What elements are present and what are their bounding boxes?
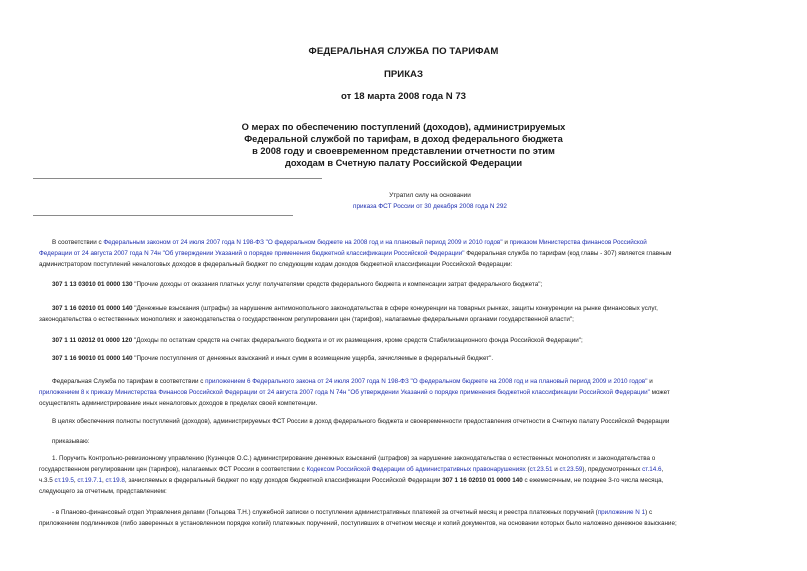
lost-force-link[interactable] bbox=[330, 203, 530, 210]
title-line: в 2008 году и своевременном представлении отчетности по этим bbox=[252, 146, 555, 156]
divider-bottom bbox=[33, 215, 293, 216]
article-link[interactable]: ст.23.59 bbox=[559, 466, 583, 473]
paragraph-item-1-sub bbox=[39, 507, 771, 529]
text-line: Федерации от 24 августа 2007 года N 74н "Об утверждении Указаний о порядке применения бюджетной классификации Российской Федерации" Федеральная служба по тарифам (код главы - 307) является главным bbox=[39, 250, 672, 257]
paragraph-legal-basis bbox=[39, 237, 771, 270]
paragraph-item-1 bbox=[39, 453, 771, 497]
text-line: приказываю: bbox=[52, 438, 90, 445]
document-type: ПРИКАЗ bbox=[384, 69, 423, 80]
annex1-link[interactable]: приложение N 1 bbox=[597, 509, 646, 516]
text-line: государственном регулировании цен (тарифов), налагаемых ФСТ России в соответствии с Кодексом Российской Федерации об административных правонарушениях (ст.23.51 и ст.23.59), предусмотренных ст.14.6, bbox=[39, 466, 664, 473]
budget-code: 307 1 11 02012 01 0000 120 bbox=[52, 337, 133, 344]
document-date-number: от 18 марта 2008 года N 73 bbox=[340, 91, 467, 102]
divider-top bbox=[33, 178, 322, 179]
text-line: осуществлять администрирование иных неналоговых доходов в пределах своей компетенции. bbox=[39, 400, 318, 407]
title-line: О мерах по обеспечению поступлений (доходов), администрируемых bbox=[241, 122, 566, 132]
paragraph-purpose bbox=[39, 416, 771, 427]
text-line: В соответствии с Федеральным законом от 24 июля 2007 года N 198-ФЗ "О федеральном бюджете на 2008 год и на плановый период 2009 и 2010 годов" и приказом Министерства финансов Российской bbox=[52, 239, 647, 246]
article-link[interactable]: ст.19.7.1 bbox=[77, 477, 102, 484]
lost-force-note: Утратил силу на основании bbox=[389, 192, 471, 199]
agency-heading: ФЕДЕРАЛЬНАЯ СЛУЖБА ПО ТАРИФАМ bbox=[308, 46, 499, 57]
koap-link[interactable]: Кодексом Российской Федерации об административных правонарушениях bbox=[306, 466, 526, 473]
text-line: администратором поступлений неналоговых доходов в федеральный бюджет по следующим кодам доходов бюджетной классификации Российской Федерации: bbox=[39, 261, 513, 268]
revenue-code-4 bbox=[39, 353, 771, 364]
text-line: 307 1 13 03010 01 0000 130 "Прочие доходы от оказания платных услуг получателями средств федерального бюджета и компенсации затрат федерального бюджета"; bbox=[52, 281, 543, 288]
order-link-cont[interactable]: Федерации от 24 августа 2007 года N 74н "Об утверждении Указаний о порядке применения бюджетной классификации Российской Федерации" bbox=[39, 250, 465, 257]
text-line: приложением подлинников (либо заверенных в установленном порядке копий) платежных поручений, поступивших в отчетном месяце и копий документов, на основании которых было наложено денежное взыскание; bbox=[39, 520, 677, 527]
article-link[interactable]: ст.19.5 bbox=[54, 477, 74, 484]
order-link[interactable]: приказом Министерства финансов Российской bbox=[509, 239, 647, 246]
annex8-link[interactable]: приложением 8 к приказу Министерства Финансов Российской Федерации от 24 августа 2007 года N 74н "Об утверждении Указаний о порядке применения бюджетной классификации Российской Федерации" bbox=[39, 389, 650, 396]
law-link[interactable]: Федеральным законом от 24 июля 2007 года N 198-ФЗ "О федеральном бюджете на 2008 год и на плановый период 2009 и 2010 годов" bbox=[103, 239, 503, 246]
budget-code: 307 1 16 90010 01 0000 140 bbox=[52, 355, 133, 362]
budget-code: 307 1 16 02010 01 0000 140 bbox=[52, 305, 133, 312]
revenue-code-3 bbox=[39, 335, 771, 346]
text-line: следующего за отчетным, представлением: bbox=[39, 488, 167, 495]
text-line: В целях обеспечения полноты поступлений (доходов), администрируемых ФСТ России в доход федерального бюджета и своевременности предоставления отчетности в Счетную палату Российской Федерации bbox=[52, 418, 670, 425]
text-line: 307 1 16 90010 01 0000 140 "Прочие поступления от денежных взысканий и иных сумм в возмещение ущерба, зачисляемые в федеральный бюджет". bbox=[52, 355, 494, 362]
text-line: 307 1 11 02012 01 0000 120 "Доходы по остаткам средств на счетах федерального бюджета и от их размещения, кроме средств Стабилизационного фонда Российской Федерации"; bbox=[52, 337, 583, 344]
text-line: Федеральная Служба по тарифам в соответствии с приложением 6 Федерального закона от 24 июля 2007 года N 198-ФЗ "О федеральном бюджете на 2008 год и на плановый период 2009 и 2010 годов" и bbox=[52, 378, 653, 385]
revenue-code-2 bbox=[39, 303, 771, 325]
article-link[interactable]: ст.19.8 bbox=[105, 477, 125, 484]
budget-code: 307 1 13 03010 01 0000 130 bbox=[52, 281, 133, 288]
title-line: Федеральной службой по тарифам, в доход федерального бюджета bbox=[244, 134, 563, 144]
text-line: законодательства о естественных монополиях и законодательства о государственном регулировании цен (тарифов), налагаемые федеральными органами государственной власти"; bbox=[39, 316, 574, 323]
paragraph-order-word bbox=[39, 436, 771, 447]
revenue-code-1 bbox=[39, 279, 771, 290]
article-link[interactable]: ст.14.6 bbox=[642, 466, 662, 473]
document-title bbox=[0, 121, 807, 169]
lost-force-link-text[interactable]: приказа ФСТ России от 30 декабря 2008 года N 292 bbox=[353, 203, 507, 210]
text-line: приложением 8 к приказу Министерства Финансов Российской Федерации от 24 августа 2007 года N 74н "Об утверждении Указаний о порядке применения бюджетной классификации Российской Федерации" может bbox=[39, 389, 670, 396]
text-line: 307 1 16 02010 01 0000 140 "Денежные взыскания (штрафы) за нарушение антимонопольного законодательства в сфере конкуренции на товарных рынках, защиты конкуренции на рынке финансовых услуг, bbox=[52, 305, 658, 312]
text-line: - в Планово-финансовый отдел Управления делами (Гольцова Т.Н.) служебной записки о поступлении административных платежей за отчетный месяц и реестра платежных поручений (приложение N 1) с bbox=[52, 509, 653, 516]
article-link[interactable]: ст.23.51 bbox=[529, 466, 553, 473]
budget-code: 307 1 16 02010 01 0000 140 bbox=[442, 477, 523, 484]
annex6-link[interactable]: приложением 6 Федерального закона от 24 июля 2007 года N 198-ФЗ "О федеральном бюджете на 2008 год и на плановый период 2009 и 2010 годов" bbox=[205, 378, 648, 385]
text-line: 1. Поручить Контрольно-ревизионному управлению (Кузнецов О.С.) администрирование денежных взысканий (штрафов) за нарушение законодательства о естественных монополиях и законодательства о bbox=[52, 455, 656, 462]
text-line: ч.3.5 ст.19.5, ст.19.7.1, ст.19.8, зачисляемых в федеральный бюджет по коду доходов бюджетной классификации Российской Федерации 307 1 16 02010 01 0000 140 с ежемесячным, не позднее 3-го числа месяца, bbox=[39, 477, 664, 484]
paragraph-other-revenues bbox=[39, 376, 771, 409]
title-line: доходам в Счетную палату Российской Федерации bbox=[284, 158, 523, 168]
